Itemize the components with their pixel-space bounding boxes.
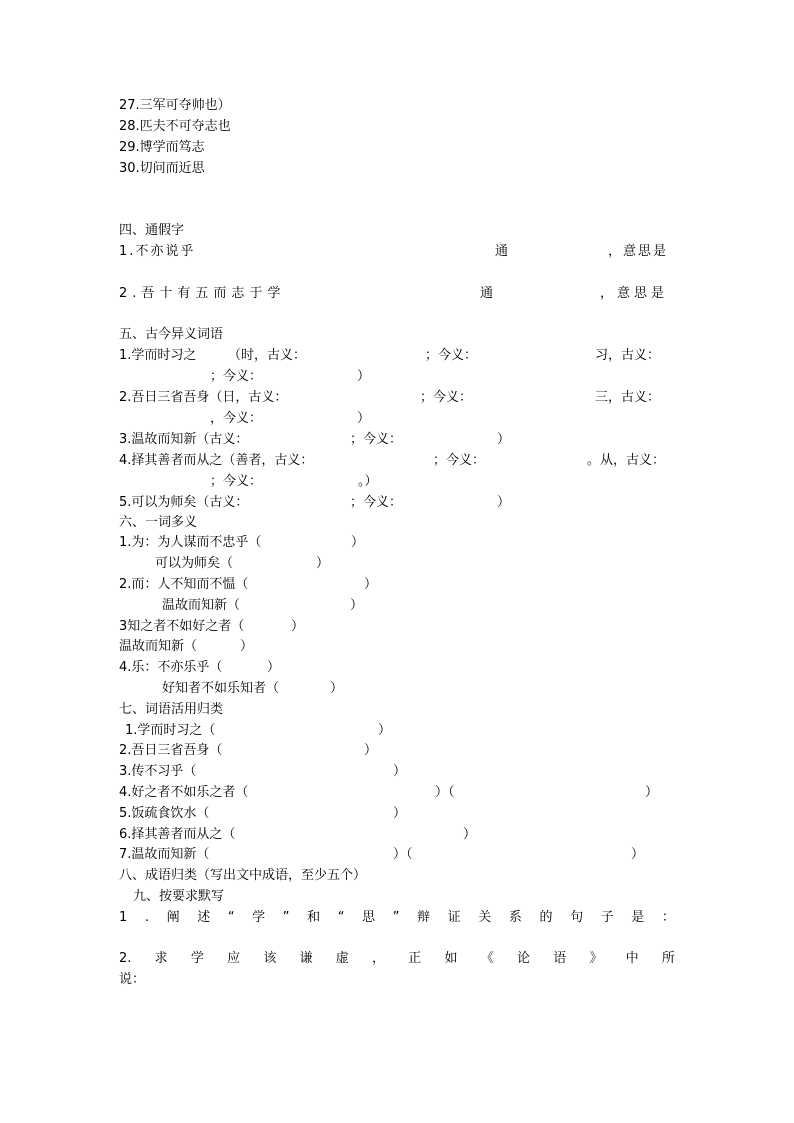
s5-l3-c: ） <box>497 432 511 447</box>
s7-item-1-close: ） <box>378 723 392 738</box>
q2-char: 应 <box>227 951 241 966</box>
q2-char: 如 <box>444 951 458 966</box>
q2-char: 语 <box>553 951 567 966</box>
s5-l4-f: 。） <box>358 474 378 489</box>
s5-l5-c: ） <box>497 495 511 510</box>
q1-char: 学 <box>252 910 266 925</box>
q1-char: 和 <box>307 910 321 925</box>
s5-l2-f: ） <box>357 411 371 426</box>
s9-question-2-tail: 说： <box>119 972 146 987</box>
s7-item-3-close: ） <box>393 764 407 779</box>
q2-char: 谦 <box>299 951 313 966</box>
q1-char: 子 <box>600 910 614 925</box>
q1-char: 关 <box>478 910 492 925</box>
s7-item-5-close: ） <box>393 806 407 821</box>
s5-l4-b: ；今义： <box>433 453 486 468</box>
q1-char: . <box>144 910 150 925</box>
s7-item-1: 1.学而时习之（ <box>125 723 216 738</box>
q1-char: 1 <box>119 910 128 925</box>
section-7-title: 七、词语活用归类 <box>119 702 224 717</box>
q2-char: 学 <box>190 951 204 966</box>
section-8-title: 八、成语归类（写出文中成语，至少五个） <box>119 868 367 883</box>
s9-question-2 <box>119 949 675 969</box>
q1-char: 系 <box>508 910 522 925</box>
q1-char: 思 <box>362 910 376 925</box>
s5-l3-a: 3.温故而知新（古义： <box>119 432 249 447</box>
s5-l5-a: 5.可以为师矣（古义： <box>119 495 249 510</box>
q2-char: 2. <box>119 951 132 966</box>
s5-l2-a: 2.吾日三省吾身（日，古义： <box>119 390 288 405</box>
q1-char: 证 <box>447 910 461 925</box>
s6-item-3: 2.而：人不知而不愠（ <box>119 577 249 592</box>
q1-char: 句 <box>570 910 584 925</box>
s6-item-6-close: ） <box>240 639 254 654</box>
s9-question-1 <box>119 908 675 928</box>
s4-line2-tong: 通 <box>480 286 494 301</box>
s5-l5-b: ；今义： <box>350 495 403 510</box>
q2-char: 《 <box>480 951 494 966</box>
s7-item-4-mid: ）（ <box>435 785 455 800</box>
q2-char: 虚 <box>335 951 349 966</box>
q2-char: ， <box>372 951 386 966</box>
q1-char: ： <box>661 910 675 925</box>
q1-char: “ <box>337 910 345 925</box>
s7-item-7-close: ） <box>631 847 645 862</box>
s5-l3-b: ；今义： <box>350 432 403 447</box>
q1-char: 辩 <box>417 910 431 925</box>
s7-item-7: 7.温故而知新（ <box>119 847 210 862</box>
section-5-title: 五、古今异义词语 <box>119 327 224 342</box>
item-30: 30.切问而近思 <box>119 161 205 176</box>
s5-l1-e: ；今义： <box>210 369 263 384</box>
s5-l1-b: （时，古义： <box>228 348 307 363</box>
s6-item-2-close: ） <box>316 556 330 571</box>
q2-char: 论 <box>516 951 530 966</box>
item-27: 27.三军可夺帅也） <box>119 98 231 113</box>
s6-item-5: 3知之者不如好之者（ <box>119 619 245 634</box>
s7-item-7-mid: ）（ <box>393 847 413 862</box>
q2-char: 中 <box>625 951 639 966</box>
q2-char: 该 <box>263 951 277 966</box>
q1-char: “ <box>227 910 235 925</box>
q2-char: 所 <box>661 951 675 966</box>
s5-l2-e: ，今义： <box>210 411 263 426</box>
q2-char: 正 <box>408 951 422 966</box>
s5-l4-c: 。从，古义： <box>587 453 666 468</box>
s6-item-6: 温故而知新（ <box>119 639 198 654</box>
s4-line1-meaning: ，意思是 <box>608 244 669 259</box>
q1-char: ” <box>392 910 400 925</box>
section-9-title: 九、按要求默写 <box>133 889 225 904</box>
s6-item-8-close: ） <box>330 681 344 696</box>
s6-item-4: 温故而知新（ <box>162 598 241 613</box>
item-29: 29.博学而笃志 <box>119 140 205 155</box>
q1-char: 的 <box>539 910 553 925</box>
q1-char: ” <box>282 910 290 925</box>
q2-char: 》 <box>589 951 603 966</box>
item-28: 28.匹夫不可夺志也 <box>119 119 231 134</box>
s7-item-4-close: ） <box>645 785 659 800</box>
s5-l1-a: 1.学而时习之 <box>119 348 197 363</box>
s4-line2-text: 2.吾十有五而志于学 <box>119 286 286 301</box>
s6-item-3-close: ） <box>364 577 378 592</box>
s6-item-1-close: ） <box>351 535 365 550</box>
s6-item-8: 好知者不如乐知者（ <box>162 681 280 696</box>
s5-l1-d: 习，古义： <box>595 348 661 363</box>
section-6-title: 六、一词多义 <box>119 515 198 530</box>
s7-item-2: 2.吾日三省吾身（ <box>119 743 223 758</box>
s5-l2-d: 三，古义： <box>595 390 661 405</box>
s6-item-7-close: ） <box>267 660 281 675</box>
q2-char: 求 <box>154 951 168 966</box>
s5-l4-e: ；今义： <box>210 474 263 489</box>
s6-item-2: 可以为师矣（ <box>155 556 234 571</box>
s7-item-6: 6.择其善者而从之（ <box>119 827 236 842</box>
s7-item-3: 3.传不习乎（ <box>119 764 197 779</box>
s7-item-6-close: ） <box>463 827 477 842</box>
s6-item-7: 4.乐：不亦乐乎（ <box>119 660 223 675</box>
section-4-title: 四、通假字 <box>119 223 185 238</box>
s4-line1-text: 1.不亦说乎 <box>119 244 196 259</box>
s7-item-4: 4.好之者不如乐之者（ <box>119 785 249 800</box>
q1-char: 是 <box>631 910 645 925</box>
s5-l4-a: 4.择其善者而从之（善者，古义： <box>119 453 314 468</box>
s6-item-1: 1.为：为人谋而不忠乎（ <box>119 535 262 550</box>
s4-line2-meaning: ，意思是 <box>600 286 669 301</box>
s5-l1-f: ） <box>357 369 371 384</box>
s7-item-2-close: ） <box>364 743 378 758</box>
q1-char: 阐 <box>166 910 180 925</box>
q1-char: 述 <box>197 910 211 925</box>
s6-item-5-close: ） <box>291 619 305 634</box>
s5-l1-c: ；今义： <box>425 348 478 363</box>
s4-line1-tong: 通 <box>495 244 509 259</box>
s6-item-4-close: ） <box>350 598 364 613</box>
s7-item-5: 5.饭疏食饮水（ <box>119 806 210 821</box>
s5-l2-c: ；今义： <box>420 390 473 405</box>
